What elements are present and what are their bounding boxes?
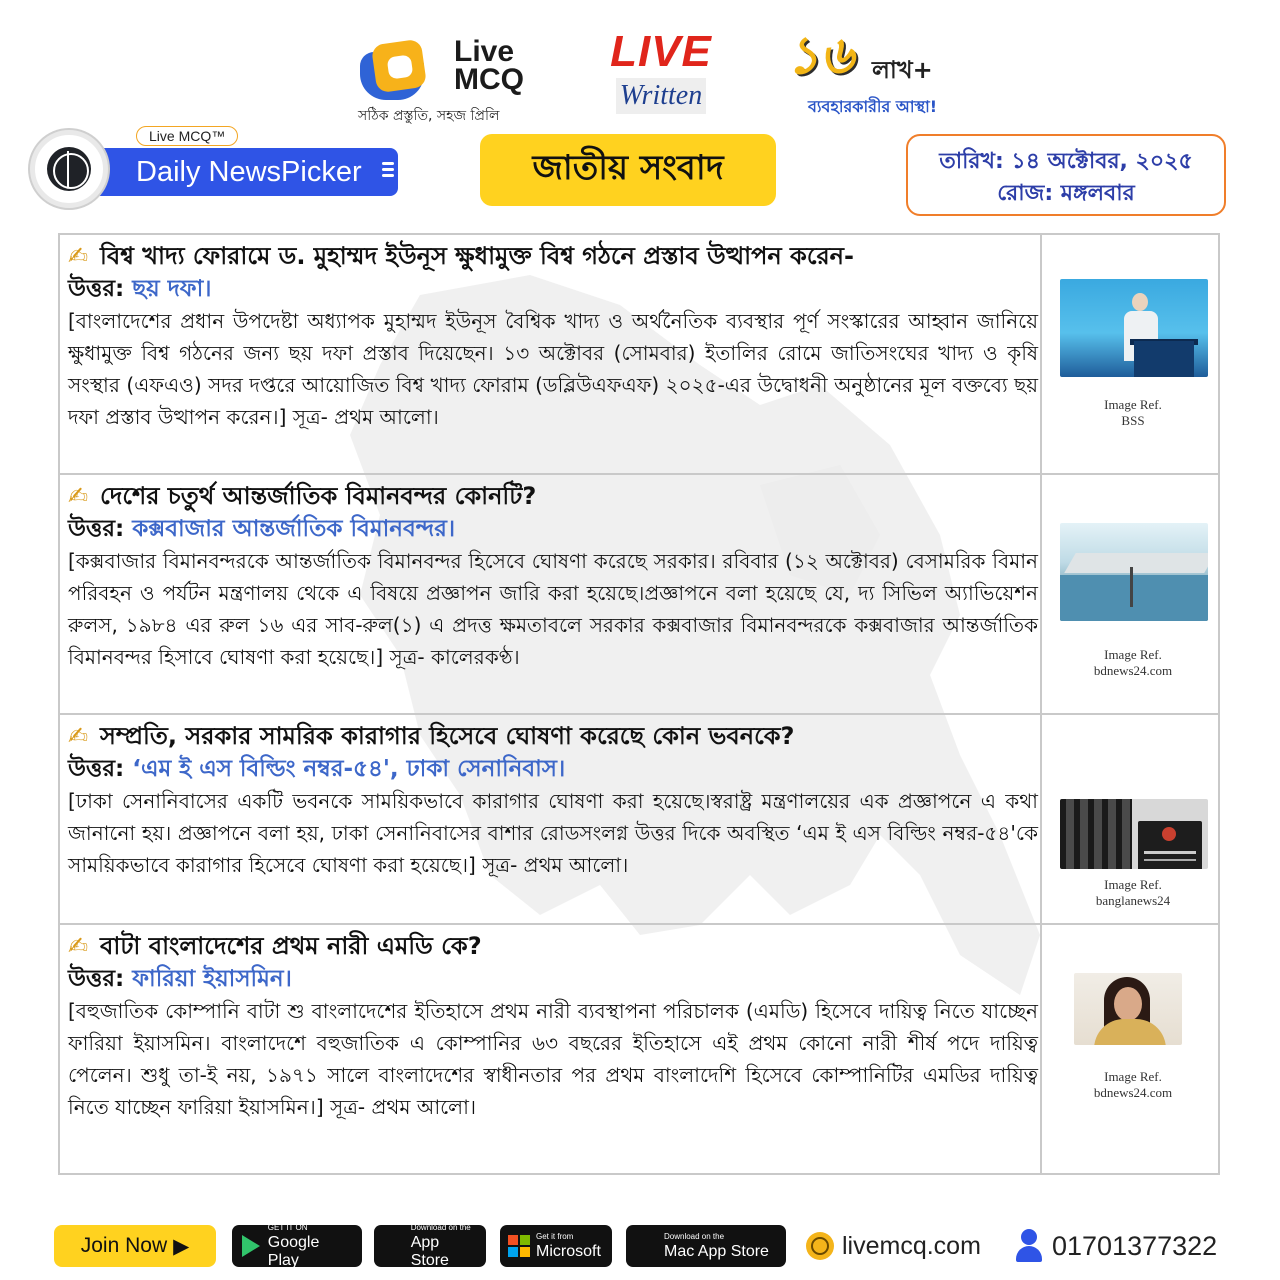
image-ref: [1042, 1069, 1220, 1101]
mac-app-store-button[interactable]: [626, 1225, 786, 1267]
users-count-suffix: লাখ+: [872, 56, 933, 84]
news-answer: [68, 753, 1038, 785]
image-ref: [1042, 877, 1220, 909]
mac-app-store-small: Download on the: [664, 1232, 725, 1241]
google-play-small: GET IT ON: [267, 1223, 308, 1232]
news-question-text: সম্প্রতি, সরকার সামরিক কারাগার হিসেবে ঘোষণা করেছে কোন ভবনকে?: [100, 722, 795, 750]
pen-icon: ✍: [68, 242, 89, 270]
answer-value: ‘এম ই এস বিল্ডিং নম্বর-৫৪', ঢাকা সেনানিবাস।: [124, 756, 566, 782]
news-item-text: [68, 479, 1038, 673]
google-play-button[interactable]: [232, 1225, 362, 1267]
news-item-text: [68, 719, 1038, 881]
news-globe-icon: [30, 130, 108, 208]
image-ref-source: bdnews24.com: [1093, 663, 1173, 678]
news-detail: [ঢাকা সেনানিবাসের একটি ভবনকে সাময়িকভাবে কারাগার ঘোষণা করা হয়েছে।স্বরাষ্ট্র মন্ত্রণালয়ের এক প্রজ্ঞাপনে এ কথা জানানো হয়। প্রজ্ঞাপনে বলা হয়, ঢাকা সেনানিবাসের বাশার রোডসংলগ্ন উত্তর দিকে অবস্থিত ‘এম ই এস বিল্ডিং নম্বর-৫৪'কে সাময়িকভাবে কারাগার হিসেবে ঘোষণা করা হয়েছে।] সূত্র- প্রথম আলো।: [68, 789, 1038, 877]
pen-icon: ✍: [68, 722, 89, 750]
microsoft-big: Microsoft: [536, 1243, 601, 1260]
website-text: livemcq.com: [842, 1231, 981, 1260]
date-box: [906, 134, 1226, 216]
news-question: [68, 239, 1038, 273]
news-detail: [কক্সবাজার বিমানবন্দরকে আন্তর্জাতিক বিমানবন্দর হিসেবে ঘোষণা করেছে সরকার। রবিবার (১২ অক্টোবর) বেসামরিক বিমান পরিবহন ও পর্যটন মন্ত্রণালয় থেকে এ বিষয়ে প্রজ্ঞাপন জারি করা হয়েছে।প্রজ্ঞাপনে বলা হয়েছে যে, দ্য সিভিল অ্যাভিয়েশন রুলস, ১৯৮৪ এর রুল ১৬ এর সাব-রুল(১) এ প্রদত্ত ক্ষমতাবলে সরকার কক্সবাজার বিমানবন্দরকে কক্সবাজার আন্তর্জাতিক বিমানবন্দর হিসাবে ঘোষণা করা হয়েছে।] সূত্র- কালেরকণ্ঠ।: [68, 549, 1038, 669]
play-triangle-icon: ▶: [173, 1234, 190, 1258]
website-link[interactable]: [806, 1226, 981, 1266]
app-store-button[interactable]: [374, 1225, 486, 1267]
users-badge: [780, 26, 980, 120]
answer-label: উত্তর:: [68, 966, 125, 992]
microsoft-store-button[interactable]: [500, 1225, 612, 1267]
livemcq-tagline: সঠিক প্রস্তুতি, সহজ প্রিলি: [358, 108, 500, 124]
news-question: [68, 719, 1038, 753]
microsoft-small: Get it from: [536, 1232, 574, 1241]
news-detail: [বহুজাতিক কোম্পানি বাটা শু বাংলাদেশের ইতিহাসে প্রথম নারী ব্যবস্থাপনা পরিচালক (এমডি) হিসেবে দায়িত্ব নিতে যাচ্ছেন ফারিয়া ইয়াসমিন। বাংলাদেশে বহুজাতিক এ কোম্পানির ৬৩ বছরের ইতিহাসে এই প্রথম কোনো নারী শীর্ষ পদে দায়িত্ব পেলেন। শুধু তা-ই নয়, ১৯৭১ সালে বাংলাদেশের স্বাধীনতার পর প্রথম বাংলাদেশি হিসেবে কোম্পানিটির এমডির দায়িত্ব নিতে যাচ্ছেন ফারিয়া ইয়াসমিন।] সূত্র- প্রথম আলো।: [68, 999, 1038, 1119]
daily-newspicker-logo[interactable]: [26, 126, 406, 212]
phone-contact[interactable]: [1014, 1226, 1217, 1266]
news-item: [60, 715, 1220, 925]
join-now-label: Join Now: [80, 1234, 168, 1257]
news-image-speaker: [1060, 279, 1208, 377]
image-ref-label: Image Ref.: [1104, 397, 1162, 412]
day-line: রোজ: মঙ্গলবার: [997, 181, 1135, 206]
pen-icon: ✍: [68, 482, 89, 510]
image-ref-label: Image Ref.: [1104, 1069, 1162, 1084]
app-store-big: App Store: [410, 1234, 449, 1269]
pen-icon: ✍: [68, 932, 89, 960]
news-item: [60, 925, 1220, 1175]
image-ref-source: banglanews24: [1095, 893, 1171, 908]
image-ref: [1042, 397, 1220, 429]
globe-icon: [806, 1232, 834, 1260]
news-image-column: [1040, 715, 1220, 923]
news-answer: [68, 513, 1038, 545]
mac-app-store-big: Mac App Store: [664, 1243, 769, 1260]
livemcq-logo-word-live: Live: [454, 35, 515, 68]
news-item: [60, 235, 1220, 475]
news-item: [60, 475, 1220, 715]
news-image-portrait: [1074, 973, 1182, 1045]
image-ref-label: Image Ref.: [1104, 877, 1162, 892]
news-item-text: [68, 239, 1038, 433]
livemcq-logo[interactable]: [358, 30, 558, 124]
answer-value: ফারিয়া ইয়াসমিন।: [124, 966, 292, 992]
google-play-icon: [240, 1234, 262, 1258]
answer-label: উত্তর:: [68, 516, 125, 542]
answer-value: কক্সবাজার আন্তর্জাতিক বিমানবন্দর।: [124, 516, 456, 542]
section-title: জাতীয় সংবাদ: [480, 134, 776, 206]
date-line: তারিখ: ১৪ অক্টোবর, ২০২৫: [939, 149, 1193, 174]
news-question: [68, 479, 1038, 513]
news-answer: [68, 963, 1038, 995]
join-now-button[interactable]: [54, 1225, 216, 1267]
news-question-text: দেশের চতুর্থ আন্তর্জাতিক বিমানবন্দর কোনটি?: [100, 482, 537, 510]
newspicker-small-label: Live MCQ™: [136, 126, 238, 146]
image-ref-label: Image Ref.: [1104, 647, 1162, 662]
microsoft-icon: [508, 1235, 530, 1257]
news-answer: [68, 273, 1038, 305]
news-image-column: [1040, 235, 1220, 473]
news-detail: [বাংলাদেশের প্রধান উপদেষ্টা অধ্যাপক মুহাম্মদ ইউনূস বৈশ্বিক খাদ্য ও অর্থনৈতিক ব্যবস্থার পূর্ণ সংস্কারের আহ্বান জানিয়ে ক্ষুধামুক্ত বিশ্ব গঠনের জন্য ছয় দফা প্রস্তাব দিয়েছেন। ১৩ অক্টোবর (সোমবার) ইতালির রোমে জাতিসংঘের খাদ্য ও কৃষি সংস্থার (এফএও) সদর দপ্তরে আয়োজিত বিশ্ব খাদ্য ফোরাম (ডব্লিউএফএফ) ২০২৫-এর উদ্বোধনী অনুষ্ঠানের মূল বক্তব্যে ছয় দফা প্রস্তাব উত্থাপন করেন।] সূত্র- প্রথম আলো।: [68, 309, 1038, 429]
image-ref-source: bdnews24.com: [1093, 1085, 1173, 1100]
news-image-airport: [1060, 523, 1208, 621]
news-image-column: [1040, 475, 1220, 713]
newspicker-title: Daily NewsPicker: [136, 155, 362, 188]
menu-lines-icon: [382, 162, 394, 182]
live-written-live-text: LIVE: [610, 27, 712, 76]
brand-row: [0, 22, 1280, 122]
live-written-written-text: Written: [616, 78, 706, 114]
livemcq-logo-word-mcq: MCQ: [454, 63, 524, 96]
answer-value: ছয় দফা।: [124, 276, 212, 302]
phone-number: 01701377322: [1052, 1230, 1218, 1261]
users-trust-subtitle: ব্যবহারকারীর আস্থা!: [808, 97, 938, 116]
news-image-column: [1040, 925, 1220, 1175]
footer: [0, 1222, 1280, 1270]
users-count-number: ১৬: [786, 26, 854, 86]
google-play-big: Google Play: [267, 1234, 320, 1269]
live-written-logo[interactable]: [608, 28, 714, 118]
news-image-prison: [1060, 799, 1208, 869]
news-table: [58, 233, 1220, 1175]
news-item-text: [68, 929, 1038, 1123]
app-store-small: Download on the: [410, 1223, 471, 1232]
news-question-text: বাটা বাংলাদেশের প্রথম নারী এমডি কে?: [100, 932, 482, 960]
person-icon: [1014, 1229, 1044, 1263]
answer-label: উত্তর:: [68, 756, 125, 782]
news-question: [68, 929, 1038, 963]
image-ref-source: BSS: [1121, 413, 1145, 428]
newspicker-bar: [86, 148, 398, 196]
image-ref: [1042, 647, 1220, 679]
answer-label: উত্তর:: [68, 276, 125, 302]
news-question-text: বিশ্ব খাদ্য ফোরামে ড. মুহাম্মদ ইউনূস ক্ষুধামুক্ত বিশ্ব গঠনে প্রস্তাব উত্থাপন করেন-: [100, 242, 854, 270]
